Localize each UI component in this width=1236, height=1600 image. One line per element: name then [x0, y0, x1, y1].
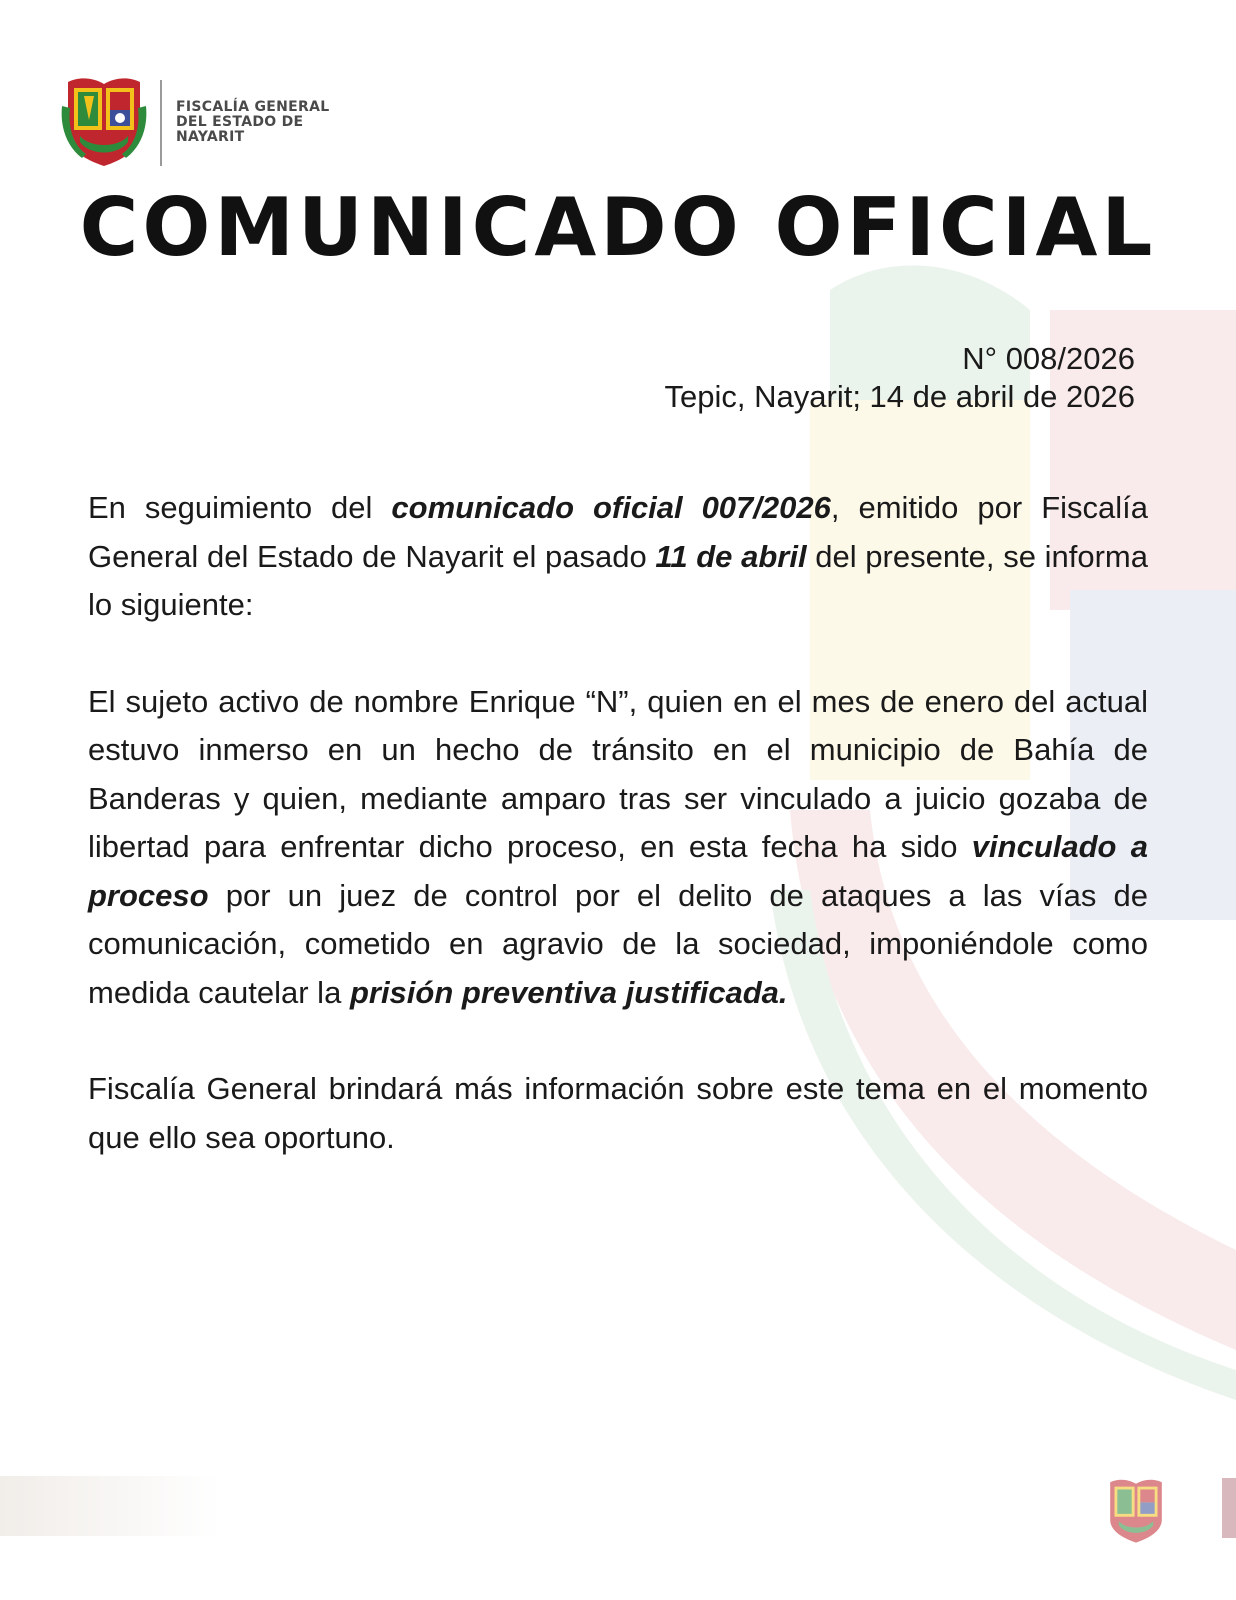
paragraph-2 [88, 678, 1148, 1018]
reference-number: N° 008/2026 [962, 341, 1135, 376]
p3-text-1: Fiscalía General brindará más información sobre este tema en el momento que ello sea oportuno. [88, 1071, 1148, 1155]
org-line-2: DEL ESTADO DE [176, 114, 304, 130]
p2-bold-1: vinculado a proceso [88, 829, 1149, 913]
footer-band [0, 1476, 220, 1536]
document-title: COMUNICADO OFICIAL [79, 181, 1157, 274]
p1-bold-1: comunicado oficial 007/2026 [391, 490, 831, 525]
p2-text-1: El sujeto activo de nombre Enrique “N”, quien en el mes de enero del actual estuvo inmerso en un hecho de tránsito en el municipio de Bahía de Banderas y quien, mediante amparo tras ser vinculado a juicio gozaba de libertad para enfrentar dicho proceso, en esta fecha ha sido [88, 683, 1148, 864]
nayarit-coat-of-arms-icon [60, 76, 148, 168]
p1-text-2: , emitido por Fiscalía General del Estado de Nayarit el pasado [88, 490, 1149, 574]
org-line-3: NAYARIT [176, 129, 245, 145]
footer-coat-of-arms-icon [1104, 1478, 1168, 1544]
body-text [88, 484, 1148, 1210]
org-line-1: FISCALÍA GENERAL [176, 99, 330, 115]
organization-name [176, 100, 329, 145]
footer-accent-bar [1222, 1478, 1236, 1538]
p2-bold-2: prisión preventiva justificada. [349, 974, 788, 1010]
paragraph-3 [88, 1065, 1148, 1162]
place-date: Tepic, Nayarit; 14 de abril de 2026 [664, 379, 1135, 414]
p1-text-3: del presente, se informa lo siguiente: [88, 538, 1148, 622]
p1-bold-2: 11 de abril [655, 538, 807, 574]
p1-text-1: En seguimiento del [88, 490, 392, 525]
reference-block [665, 340, 1135, 416]
header-divider [160, 80, 162, 166]
p2-text-2: por un juez de control por el delito de ataques a las vías de comunicación, cometido en agravio de la sociedad, imponiéndole como medida cautelar la [88, 877, 1148, 1010]
paragraph-1 [88, 484, 1148, 630]
